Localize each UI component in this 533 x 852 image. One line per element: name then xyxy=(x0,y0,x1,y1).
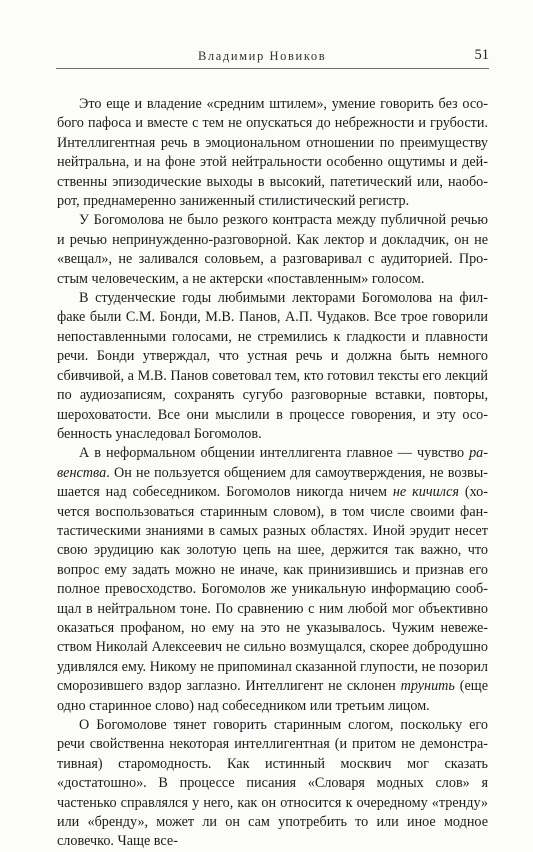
text-run: . Он не пользуется общением для самоутверждения, не возвышается над собеседником. Богомолов никогда ничем xyxy=(57,464,488,501)
text-run: В студенческие годы любимыми лекторами Богомолова на филфаке были С.М. Бонди, М.В. Панов, А.П. Чудаков. Все трое говорили непоставленными голосами, не стремились к гладкости и плавности речи. Бонди утверждал, что устная речь и должна быть немного сбивчивой, а М.В. Панов советовал тем, кто готовил тексты его лекций по аудиозаписям, сохранять сугубо разговорные вставки, повторы, шероховатости. Все они мыслили в процессе говорения, и эту особенность унаследовал Богомолов. xyxy=(57,290,488,442)
text-run: О Богомолове тянет говорить старинным слогом, поскольку его речи свойственна некоторая интеллигентная (и притом не демонстративная) старомодность. Как истинный москвич мог сказать «достатошно». В процессе писания «Словаря модных слов» я частенько справлялся у него, как он относится к очередному «тренду» или «бренду», может ли он сам употребить то или иное модное словечко. Чаще все- xyxy=(57,717,488,850)
paragraph xyxy=(57,95,488,211)
running-head-author: Владимир Новиков xyxy=(198,49,327,63)
text-run: А в неформальном общении интеллигента главное — чувство xyxy=(79,445,470,462)
paragraph xyxy=(57,289,488,444)
page-number: 51 xyxy=(474,47,489,63)
italic-word: равенства xyxy=(57,445,488,481)
italic-word: не кичился xyxy=(392,484,459,501)
text-run: У Богомолова не было резкого контраста между публичной речью и речью непринужденно-разговорной. Как лектор и докладчик, он не «вещал», не заливался соловьем, а разговаривал с аудиторией. Простым человеческим, а не актерски «поставленным» голосом. xyxy=(57,212,488,287)
italic-word: трунить xyxy=(400,678,455,695)
paragraph xyxy=(57,444,488,716)
text-run: Это еще и владение «средним штилем», умение говорить без особого пафоса и вместе с тем не опускаться до небрежности и грубости. Интеллигентная речь в эмоциональном отношении по преимуществу нейтральна, и на фоне этой нейтральности особенно ощутимы и действенны эпизодические выходы в высокий, патетический или, наоборот, преднамеренно заниженный стилистический регистр. xyxy=(57,96,488,210)
paragraph xyxy=(57,211,488,289)
body-text xyxy=(57,95,488,852)
running-header xyxy=(56,46,489,69)
text-run: (еще одно старинное слово) над собеседником или третьим лицом. xyxy=(57,678,488,714)
paragraph xyxy=(57,716,488,852)
text-run: (хочется воспользоваться старинным словом), в том числе своими фантастическими знаниями в самых разных областях. Иной эрудит несет свою эрудицию как золотую цепь на шее, держится так важно, что вопрос ему задать можно не иначе, как принизившись и признав его полное превосходство. Богомолов же уникальную информацию сообщал в нейтральном тоне. По сравнению с ним любой мог объективно оказаться профаном, но ему на это не указывалось. Чужим невежеством Николай Алексеевич не сильно возмущался, скорее добродушно удивлялся ему. Никому не припоминал сказанной глупости, не позорил сморозившего вздор заглазно. Интеллигент не склонен xyxy=(57,484,489,695)
